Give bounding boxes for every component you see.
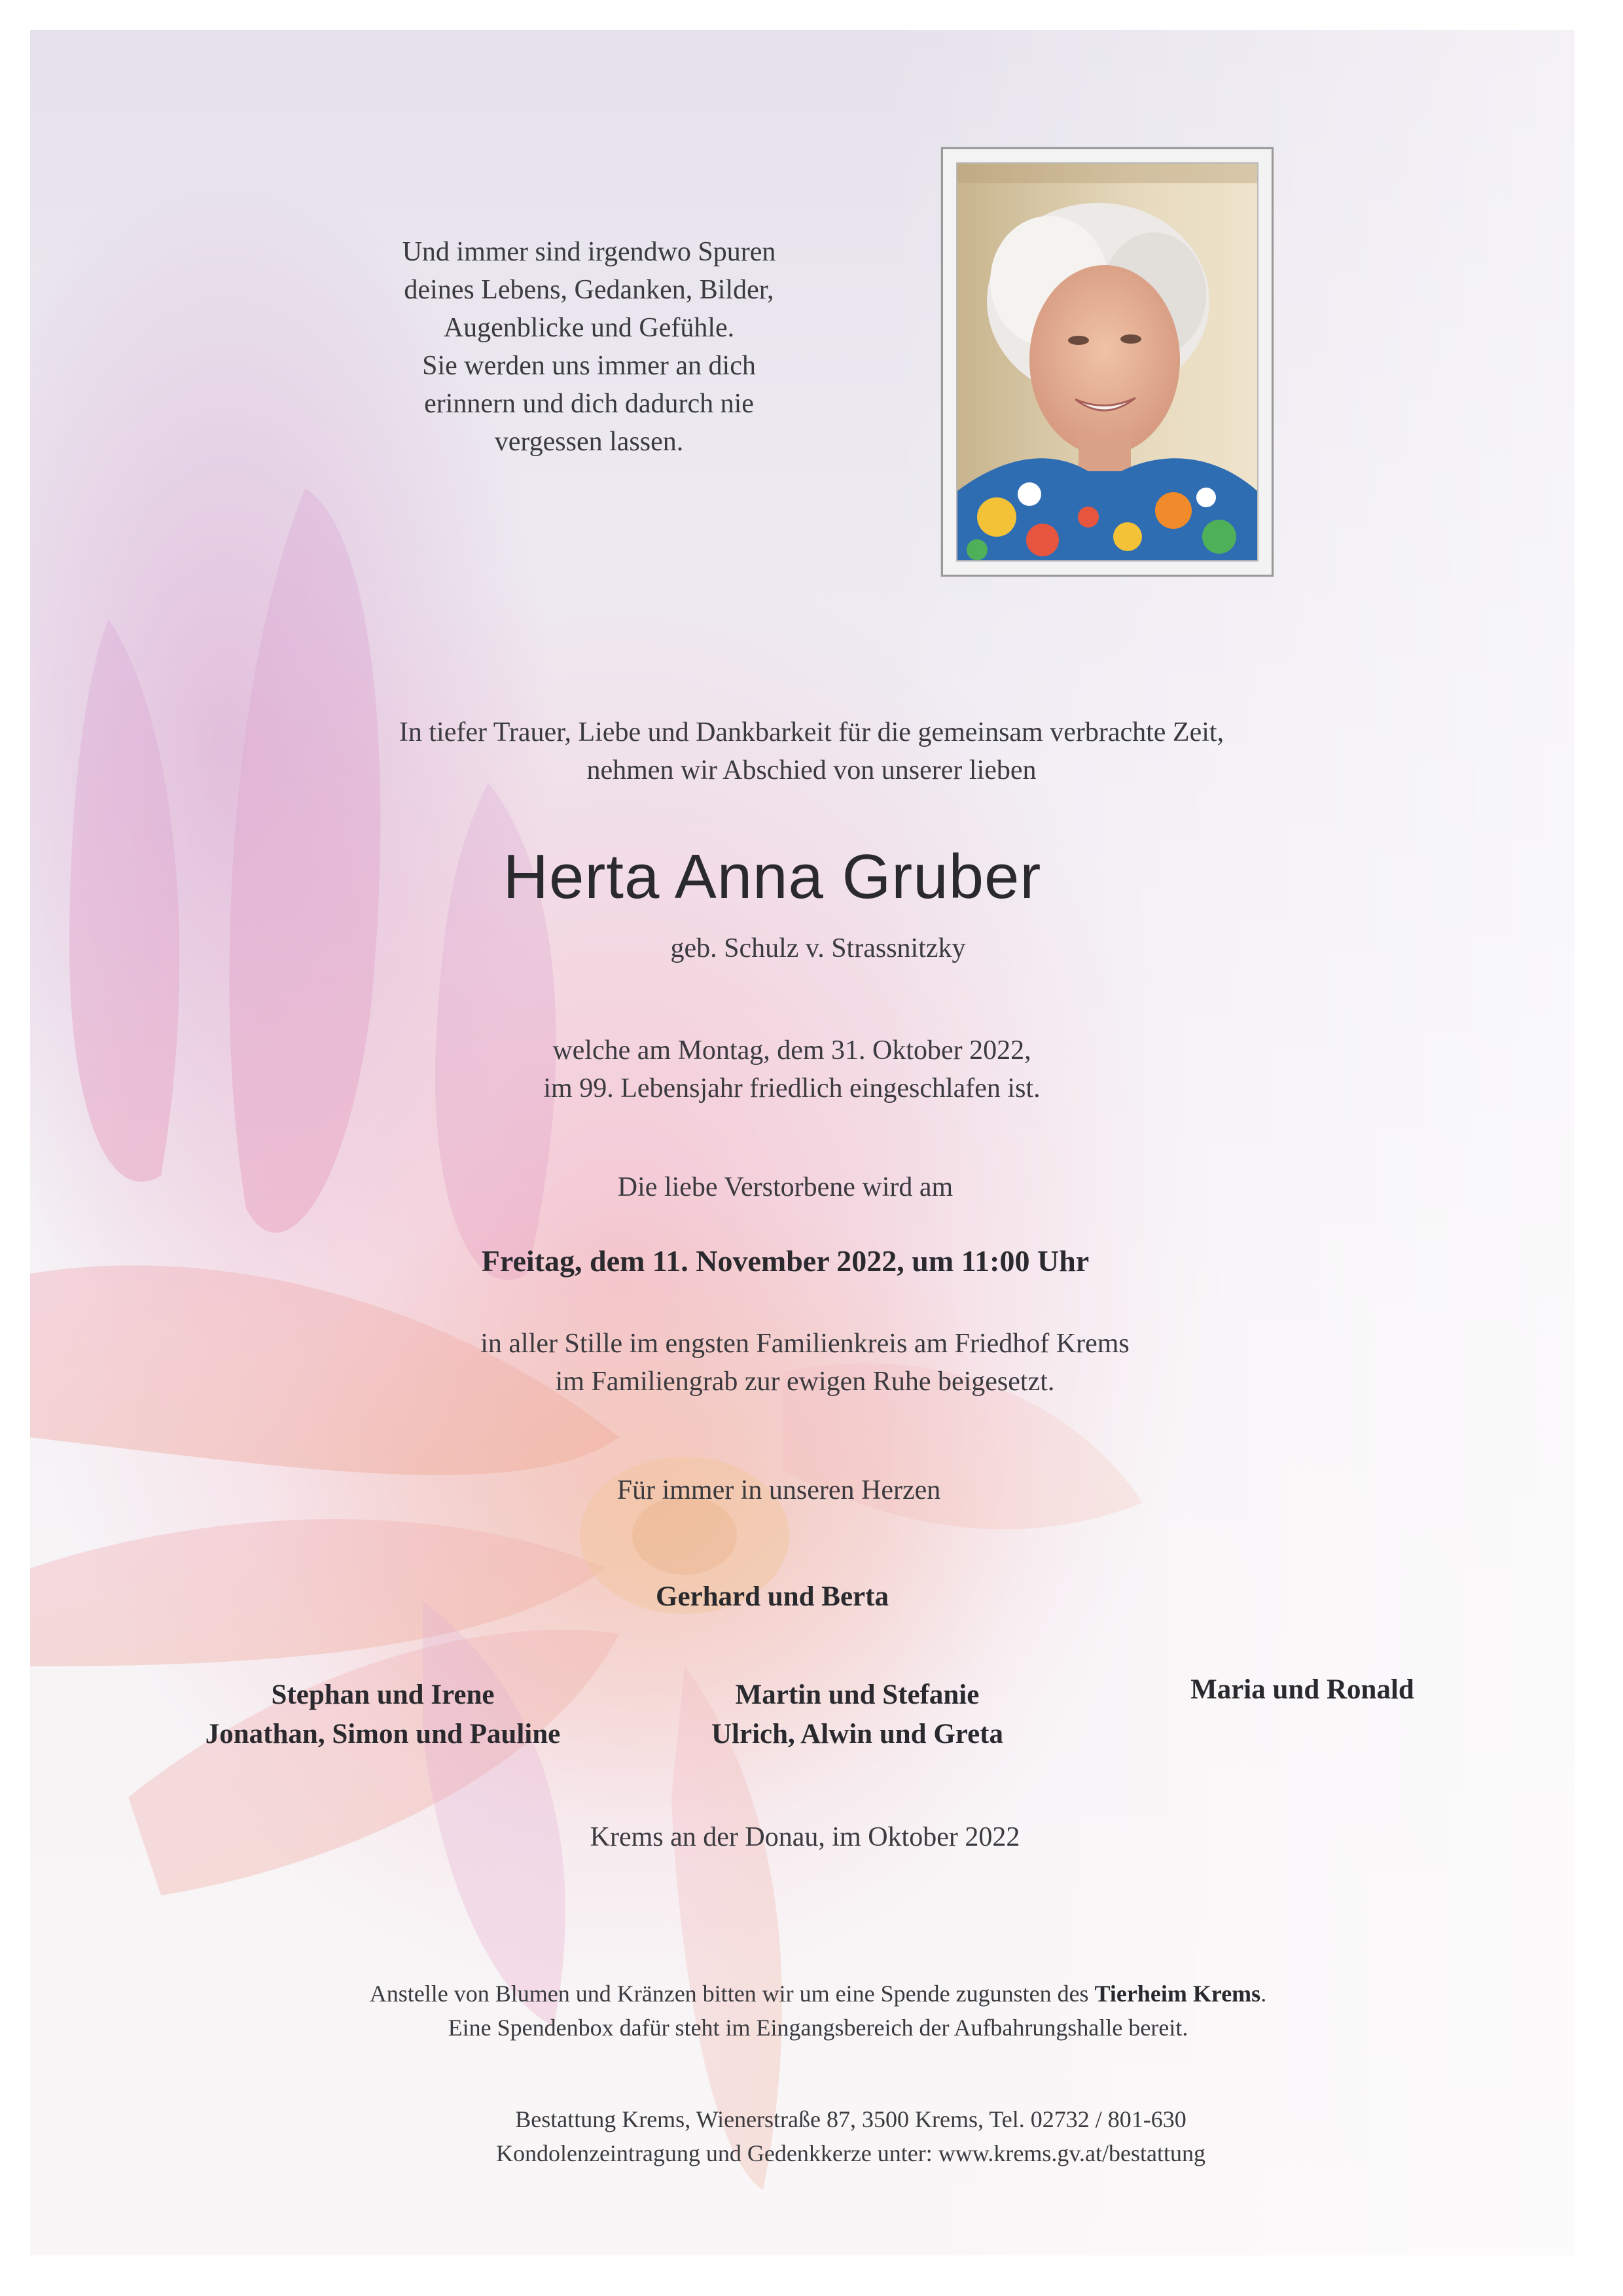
death-line: welche am Montag, dem 31. Oktober 2022, <box>552 1035 1031 1066</box>
donation-note <box>7 1977 1623 2045</box>
maiden-name: geb. Schulz v. Strassnitzky <box>670 933 966 963</box>
family-left-line: Stephan und Irene <box>271 1679 495 1710</box>
funeral-place-line: im Familiengrab zur ewigen Ruhe beigesetzt. <box>555 1367 1055 1397</box>
poem-line: Augenblicke und Gefühle. <box>443 313 735 343</box>
poem <box>340 233 838 461</box>
family-right-line: Maria und Ronald <box>1190 1674 1414 1705</box>
intro-line: nehmen wir Abschied von unserer lieben <box>586 755 1037 785</box>
deceased-name: Herta Anna Gruber <box>503 842 1042 912</box>
poem-line: vergessen lassen. <box>494 427 684 457</box>
death-line: im 99. Lebensjahr friedlich eingeschlafen ist. <box>543 1073 1041 1103</box>
portrait-photo <box>956 162 1258 562</box>
family-center-top: Gerhard und Berta <box>656 1581 889 1612</box>
donation-recipient: Tierheim Krems <box>1094 1981 1261 2007</box>
donation-line-2: Eine Spendenbox dafür steht im Eingangsbereich der Aufbahrungshalle bereit. <box>448 2015 1188 2041</box>
funeral-intro: Die liebe Verstorbene wird am <box>617 1172 954 1202</box>
footer <box>39 2102 1623 2170</box>
funeral-place-line: in aller Stille im engsten Familienkreis am Friedhof Krems <box>480 1329 1130 1359</box>
donation-text: Anstelle von Blumen und Kränzen bitten wir um eine Spende zugunsten des <box>369 1981 1095 2007</box>
poem-line: deines Lebens, Gedanken, Bilder, <box>404 275 774 305</box>
family-middle-line: Martin und Stefanie <box>735 1679 980 1710</box>
place-date: Krems an der Donau, im Oktober 2022 <box>590 1822 1020 1852</box>
funeral-date: Freitag, dem 11. November 2022, um 11:00 Uhr <box>481 1244 1090 1278</box>
intro-text <box>0 713 1623 789</box>
family-middle <box>641 1676 1073 1754</box>
poem-line: erinnern und dich dadurch nie <box>424 389 754 419</box>
poem-line: Sie werden uns immer an dich <box>422 351 756 381</box>
poem-line: Und immer sind irgendwo Spuren <box>402 237 776 267</box>
intro-line: In tiefer Trauer, Liebe und Dankbarkeit für die gemeinsam verbrachte Zeit, <box>399 717 1224 747</box>
donation-line-1 <box>7 1977 1623 2011</box>
footer-address: Bestattung Krems, Wienerstraße 87, 3500 Krems, Tel. 02732 / 801-630 <box>515 2106 1186 2132</box>
donation-end: . <box>1260 1981 1267 2007</box>
family-right <box>1139 1670 1466 1710</box>
closing-line: Für immer in unseren Herzen <box>616 1475 941 1505</box>
portrait-frame <box>941 147 1274 577</box>
family-middle-line: Ulrich, Alwin und Greta <box>711 1719 1003 1749</box>
death-info <box>0 1031 1603 1107</box>
funeral-place <box>0 1325 1616 1401</box>
footer-condolence: Kondolenzeintragung und Gedenkkerze unter: www.krems.gv.at/bestattung <box>495 2140 1205 2166</box>
family-left <box>144 1676 622 1754</box>
family-left-line: Jonathan, Simon und Pauline <box>205 1719 561 1749</box>
